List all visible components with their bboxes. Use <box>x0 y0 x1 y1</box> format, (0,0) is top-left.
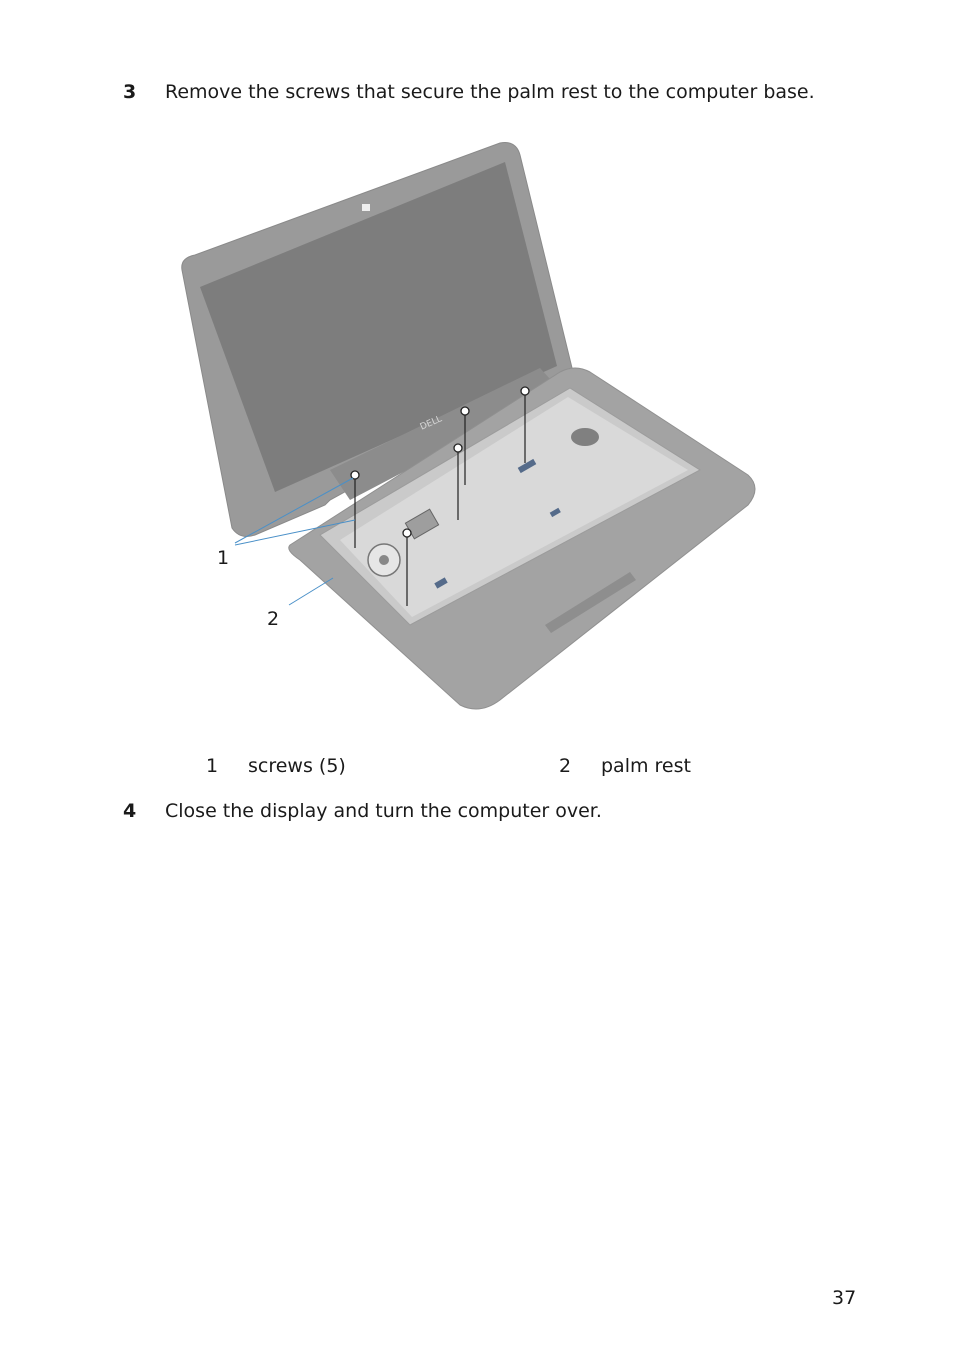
legend-label: screws (5) <box>248 755 346 777</box>
legend-number: 2 <box>559 755 572 777</box>
step-text: Remove the screws that secure the palm rest to the computer base. <box>165 81 815 103</box>
page-number: 37 <box>832 1287 857 1309</box>
step-number: 4 <box>123 800 137 822</box>
webcam <box>362 204 370 211</box>
step-number: 3 <box>123 81 137 103</box>
callout-line-2 <box>289 578 333 605</box>
callout-number-1: 1 <box>217 547 230 569</box>
legend-label: palm rest <box>601 755 691 777</box>
callout-number-2: 2 <box>267 608 280 630</box>
laptop-palm-rest-illustration <box>170 135 770 725</box>
step-text: Close the display and turn the computer over. <box>165 800 602 822</box>
round-opening <box>571 428 599 446</box>
legend-number: 1 <box>206 755 219 777</box>
dell-logo: DELL <box>418 414 444 433</box>
